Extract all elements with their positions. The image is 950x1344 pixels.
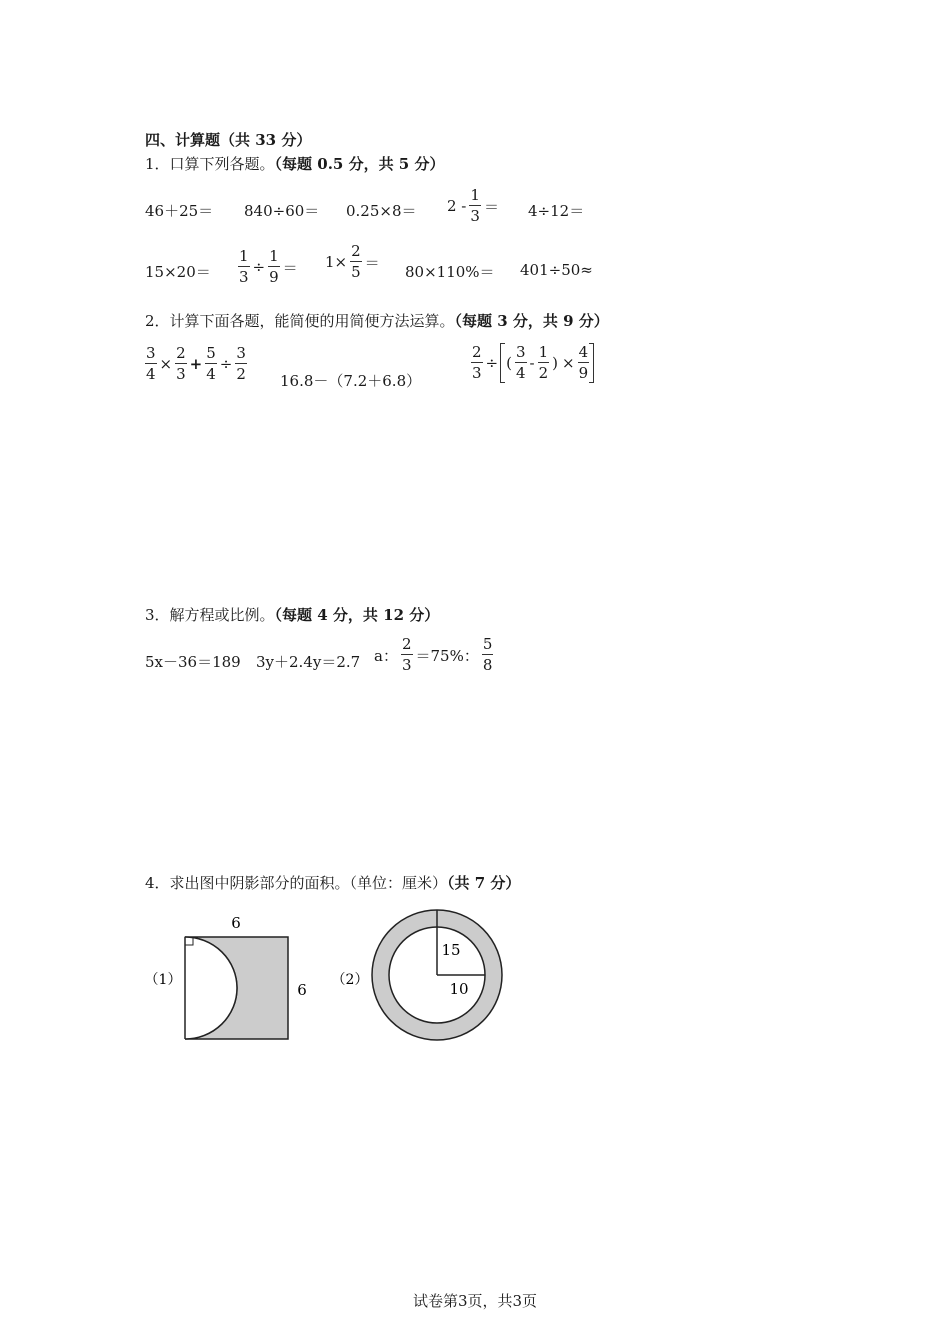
left-paren: ( [506, 354, 512, 372]
q4-points: （共 7 分） [447, 874, 521, 892]
figure-2 [332, 910, 502, 1040]
q3-eq-2: 3y＋2.4y＝2.7 [256, 653, 361, 671]
numerator: 3 [146, 344, 156, 362]
q4-label: 4．求出图中阴影部分的面积。（单位：厘米） [145, 874, 448, 892]
q1-item-3: 0.25×8＝ [346, 202, 417, 220]
equals-sign: ＝ [364, 253, 380, 272]
numerator: 5 [206, 344, 216, 362]
numerator: 3 [515, 343, 526, 361]
denominator: 2 [236, 365, 246, 383]
numerator: 2 [401, 635, 412, 653]
q1-item-8-prefix: 1× [325, 253, 348, 271]
denominator: 8 [482, 656, 493, 674]
q1-item-10: 401÷50≈ [520, 261, 593, 279]
numerator: 1 [470, 186, 480, 204]
q3-label: 3．解方程或比例。 [145, 606, 275, 624]
fig1-top-label: 6 [231, 914, 241, 932]
denominator: 9 [269, 268, 279, 286]
numerator: 2 [472, 343, 482, 361]
q1-item-2: 840÷60＝ [244, 202, 320, 220]
numerator: 1 [239, 247, 249, 265]
fig2-inner-label: 10 [449, 980, 469, 998]
numerator: 2 [176, 344, 186, 362]
denominator: 4 [515, 364, 526, 382]
multiply-operator: × [562, 354, 575, 372]
numerator: 1 [538, 343, 549, 361]
q1-item-5: 4÷12＝ [528, 202, 585, 220]
q3-eq-3-prefix: a： [374, 646, 398, 665]
numerator: 2 [351, 242, 361, 260]
denominator: 9 [578, 364, 589, 382]
right-paren: ) [552, 354, 559, 372]
denominator: 3 [239, 268, 249, 286]
denominator: 2 [538, 364, 549, 382]
minus-operator: - [529, 354, 535, 372]
fig2-label: （2） [331, 972, 369, 988]
q1-item-9: 80×110%＝ [405, 263, 495, 281]
numerator: 3 [236, 344, 246, 362]
q1-item-4-suffix: ＝ [483, 197, 499, 216]
q1-item-4-prefix: 2 - [447, 197, 467, 215]
denominator: 3 [472, 364, 482, 382]
equals-sign: ＝ [282, 258, 298, 277]
denominator: 4 [206, 365, 216, 383]
page-footer: 试卷第3页，共3页 [412, 1292, 538, 1310]
q1-item-6: 15×20＝ [145, 263, 211, 281]
numerator: 5 [482, 635, 493, 653]
denominator: 3 [470, 207, 480, 225]
fig1-label: （1） [144, 972, 182, 988]
q1-points: （每题 0.5 分，共 5 分） [274, 155, 445, 173]
q1-label: 1．口算下列各题。 [145, 155, 275, 173]
denominator: 4 [146, 365, 156, 383]
divide-operator: ÷ [252, 258, 266, 276]
section-title: 四、计算题（共 33 分） [145, 131, 312, 149]
numerator: 4 [578, 343, 589, 361]
figure-1 [145, 914, 307, 1039]
divide-operator: ÷ [485, 354, 499, 372]
q3-eq-1: 5x－36＝189 [145, 653, 241, 671]
q3-eq-3-mid: ＝75%： [415, 646, 479, 665]
denominator: 3 [176, 365, 186, 383]
divide-operator: ÷ [219, 355, 233, 373]
q3-points: （每题 4 分，共 12 分） [274, 606, 440, 624]
fig2-outer-label: 15 [441, 941, 461, 959]
denominator: 3 [401, 656, 412, 674]
numerator: 1 [269, 247, 279, 265]
q2-label: 2．计算下面各题，能简便的用简便方法运算。 [145, 312, 455, 330]
fig1-side-label: 6 [297, 981, 307, 999]
q2-points: （每题 3 分，共 9 分） [454, 312, 609, 330]
plus-operator: + [189, 355, 203, 373]
multiply-operator: × [159, 355, 173, 373]
q2-expr-2: 16.8－（7.2＋6.8） [280, 372, 422, 390]
denominator: 5 [351, 263, 361, 281]
q1-item-1: 46＋25＝ [145, 202, 214, 220]
